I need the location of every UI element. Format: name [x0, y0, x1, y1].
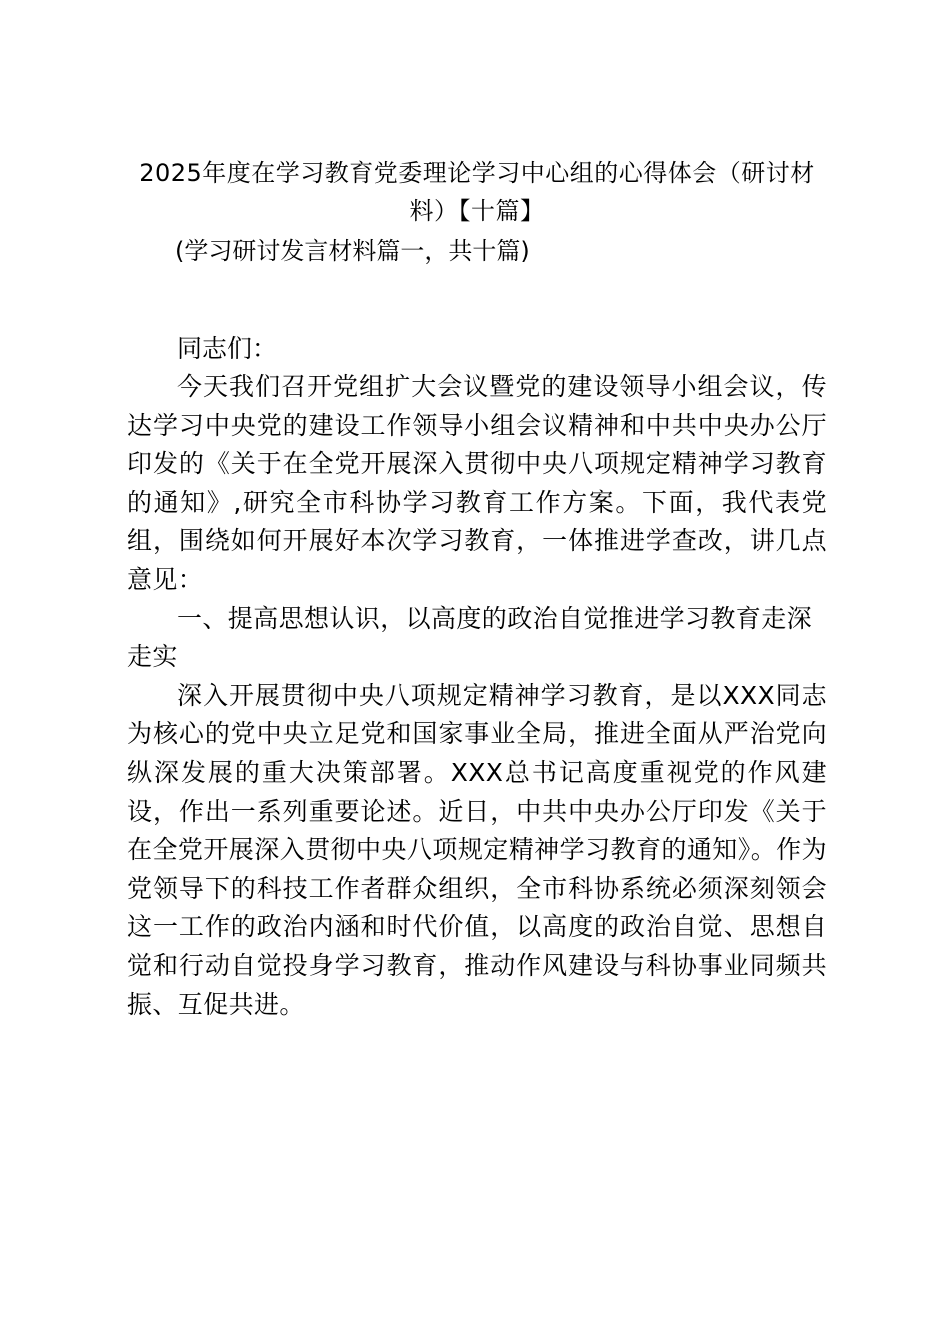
paragraph-section-1: 深入开展贯彻中央八项规定精神学习教育，是以XXX同志为核心的党中央立足党和国家事业全局，推进全面从严治党向纵深发展的重大决策部署。XXX总书记高度重视党的作风建设，作出一系列重要论述。近日，中共中央办公厅印发《关于在全党开展深入贯彻中央八项规定精神学习教育的通知》。作为党领导下的科技工作者群众组织，全市科协系统必须深刻领会这一工作的政治内涵和时代价值，以高度的政治自觉、思想自觉和行动自觉投身学习教育，推动作风建设与科协事业同频共振、互促共进。	[127, 680, 827, 1019]
document-body	[127, 154, 827, 1024]
blank-line	[127, 270, 827, 330]
document-title: 2025年度在学习教育党委理论学习中心组的心得体会（研讨材料）【十篇】	[139, 159, 815, 225]
salutation: 同志们：	[177, 334, 278, 363]
document-subtitle: (学习研讨发言材料篇一，共十篇)	[175, 237, 530, 265]
section-heading-1: 一、提高思想认识，以高度的政治自觉推进学习教育走深走实	[127, 603, 813, 672]
paragraph-intro: 今天我们召开党组扩大会议暨党的建设领导小组会议，传达学习中央党的建设工作领导小组会议精神和中共中央办公厅印发的《关于在全党开展深入贯彻中央八项规定精神学习教育的通知》,研究全市科协学习教育工作方案。下面，我代表党组，围绕如何开展好本次学习教育，一体推进学查改，讲几点意见：	[127, 372, 827, 594]
